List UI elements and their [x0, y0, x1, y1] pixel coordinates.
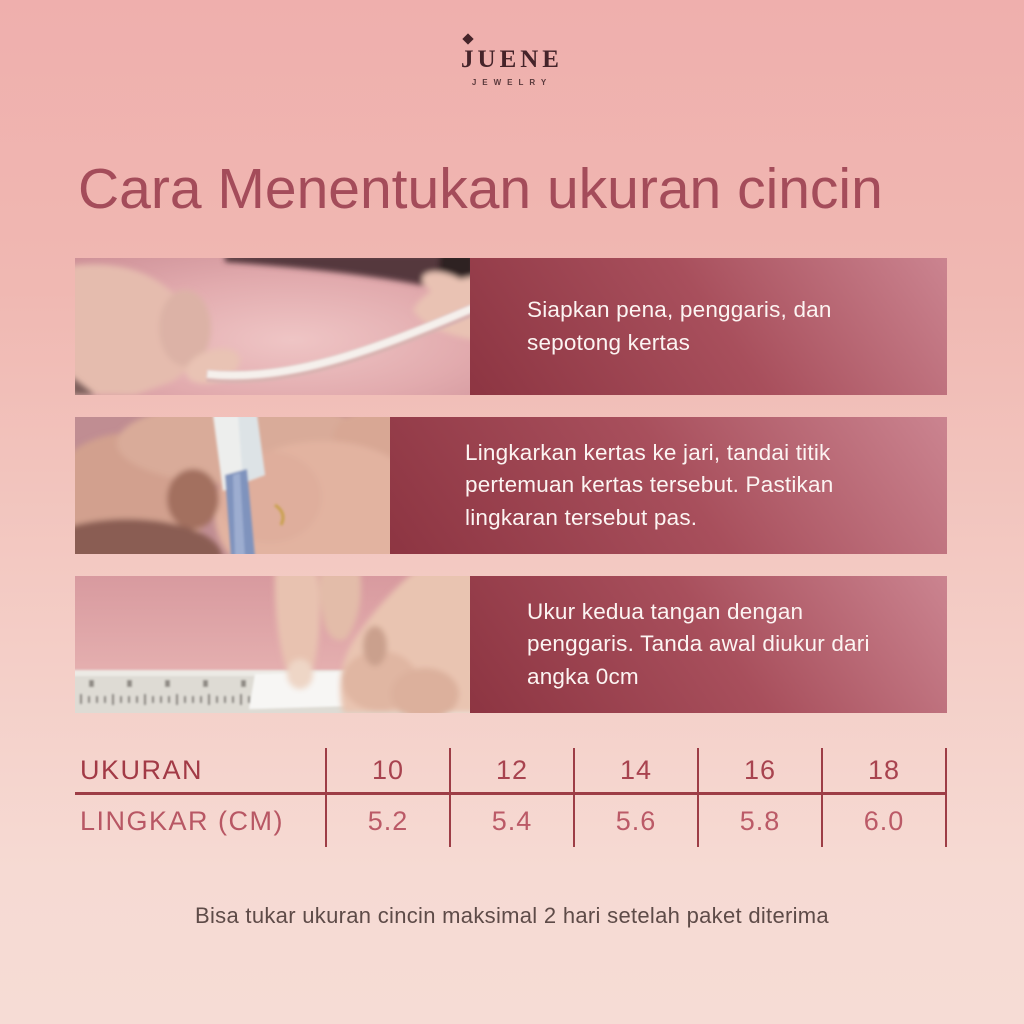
table-cell-circumference: 6.0	[821, 795, 947, 847]
table-cell-size: 18	[821, 748, 947, 792]
table-cell-size: 12	[449, 748, 573, 792]
exchange-policy-note: Bisa tukar ukuran cincin maksimal 2 hari setelah paket diterima	[195, 903, 829, 928]
brand-name	[461, 46, 563, 74]
diamond-icon	[462, 33, 473, 44]
table-cell-circumference: 5.4	[449, 795, 573, 847]
table-row-ukuran	[75, 748, 947, 795]
table-label-lingkar: LINGKAR (CM)	[80, 805, 285, 836]
table-cell-circumference: 5.2	[325, 795, 449, 847]
table-cell-size: 10	[325, 748, 449, 792]
step-row-2	[75, 417, 947, 554]
step3-instruction: Ukur kedua tangan dengan penggaris. Tanda awal diukur dari angka 0cm	[527, 599, 870, 689]
brand-tagline: JEWELRY	[471, 78, 553, 87]
page-title: Cara Menentukan ukuran cincin	[78, 157, 883, 221]
step2-instruction: Lingkarkan kertas ke jari, tandai titik pertemuan kertas tersebut. Pastikan lingkaran tersebut pas.	[465, 440, 834, 530]
ring-size-table	[75, 748, 947, 847]
brand-logo	[0, 46, 1024, 87]
step1-photo-hands-stretching-paper-strip	[75, 258, 470, 395]
table-cell-circumference: 5.6	[573, 795, 697, 847]
steps-list	[75, 258, 947, 735]
step-row-3	[75, 576, 947, 713]
step3-text-panel	[470, 576, 947, 713]
step3-photo-ruler-measurement	[75, 576, 470, 713]
step2-photo-paper-around-finger-with-pen	[75, 417, 390, 554]
step2-text-panel	[390, 417, 947, 554]
table-cell-circumference: 5.8	[697, 795, 821, 847]
step-row-1	[75, 258, 947, 395]
step1-text-panel	[470, 258, 947, 395]
table-row-lingkar	[75, 795, 947, 847]
table-cell-size: 14	[573, 748, 697, 792]
brand-name-text: JUENE	[461, 46, 563, 73]
table-cell-size: 16	[697, 748, 821, 792]
table-label-ukuran: UKURAN	[80, 754, 204, 785]
step1-instruction: Siapkan pena, penggaris, dan sepotong kertas	[527, 297, 832, 355]
